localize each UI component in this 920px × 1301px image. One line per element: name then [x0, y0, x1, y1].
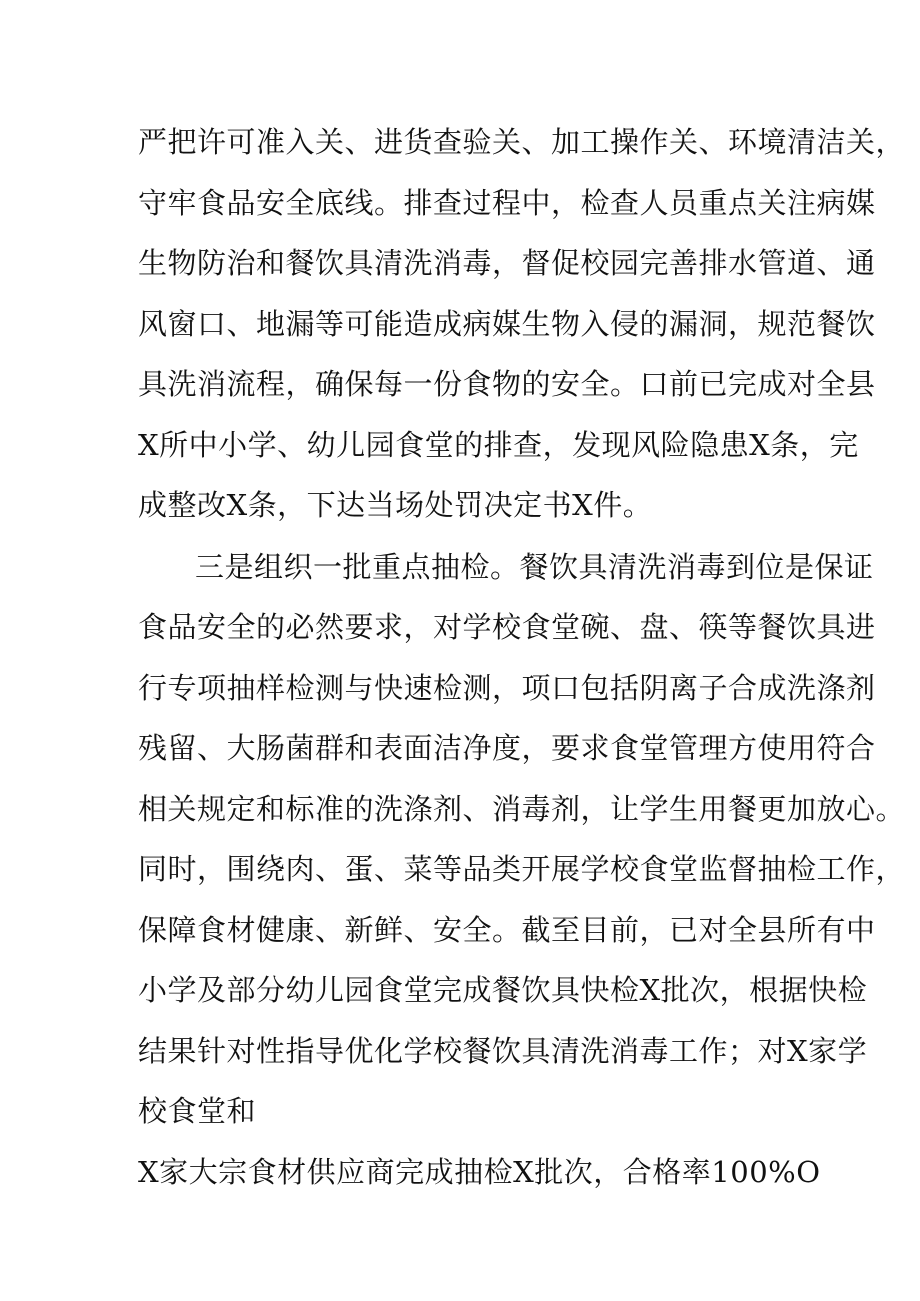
text-line: 小学及部分幼儿园食堂完成餐饮具快检X批次，根据快检 — [138, 973, 868, 1007]
text-line: 结果针对性指导优化学校餐饮具清洗消毒工作；对X家学 — [138, 1034, 868, 1068]
text-line: 严把许可准入关、进货查验关、加工操作关、环境清洁关， — [138, 125, 906, 159]
text-line: 生物防治和餐饮具清洗消毒，督促校园完善排水管道、通 — [138, 246, 876, 280]
text-line: 行专项抽样检测与快速检测，项口包括阴离子合成洗涤剂 — [138, 671, 876, 705]
text-line: 具洗消流程，确保每一份食物的安全。口前已完成对全县 — [138, 367, 876, 401]
paragraph-start-line: 三是组织一批重点抽检。餐饮具清洗消毒到位是保证 — [195, 550, 874, 584]
text-line: 校食堂和 — [138, 1094, 257, 1128]
text-line: 同时，围绕肉、蛋、菜等品类开展学校食堂监督抽检工作， — [138, 852, 906, 886]
text-line: 相关规定和标准的洗涤剂、消毒剂，让学生用餐更加放心。 — [138, 792, 906, 826]
text-line: 守牢食品安全底线。排查过程中，检查人员重点关注病媒 — [138, 186, 876, 220]
text-line: 保障食材健康、新鲜、安全。截至目前，已对全县所有中 — [138, 913, 876, 947]
text-line: 风窗口、地漏等可能造成病媒生物入侵的漏洞，规范餐饮 — [138, 307, 876, 341]
text-line: X所中小学、幼儿园食堂的排查，发现风险隐患X条，完 — [138, 428, 859, 462]
text-line: 食品安全的必然要求，对学校食堂碗、盘、筷等餐饮具进 — [138, 610, 876, 644]
text-line: X家大宗食材供应商完成抽检X批次，合格率100%O — [138, 1155, 821, 1189]
text-line: 成整改X条，下达当场处罚决定书X件。 — [138, 488, 653, 522]
text-line: 残留、大肠菌群和表面洁净度，要求食堂管理方使用符合 — [138, 731, 876, 765]
